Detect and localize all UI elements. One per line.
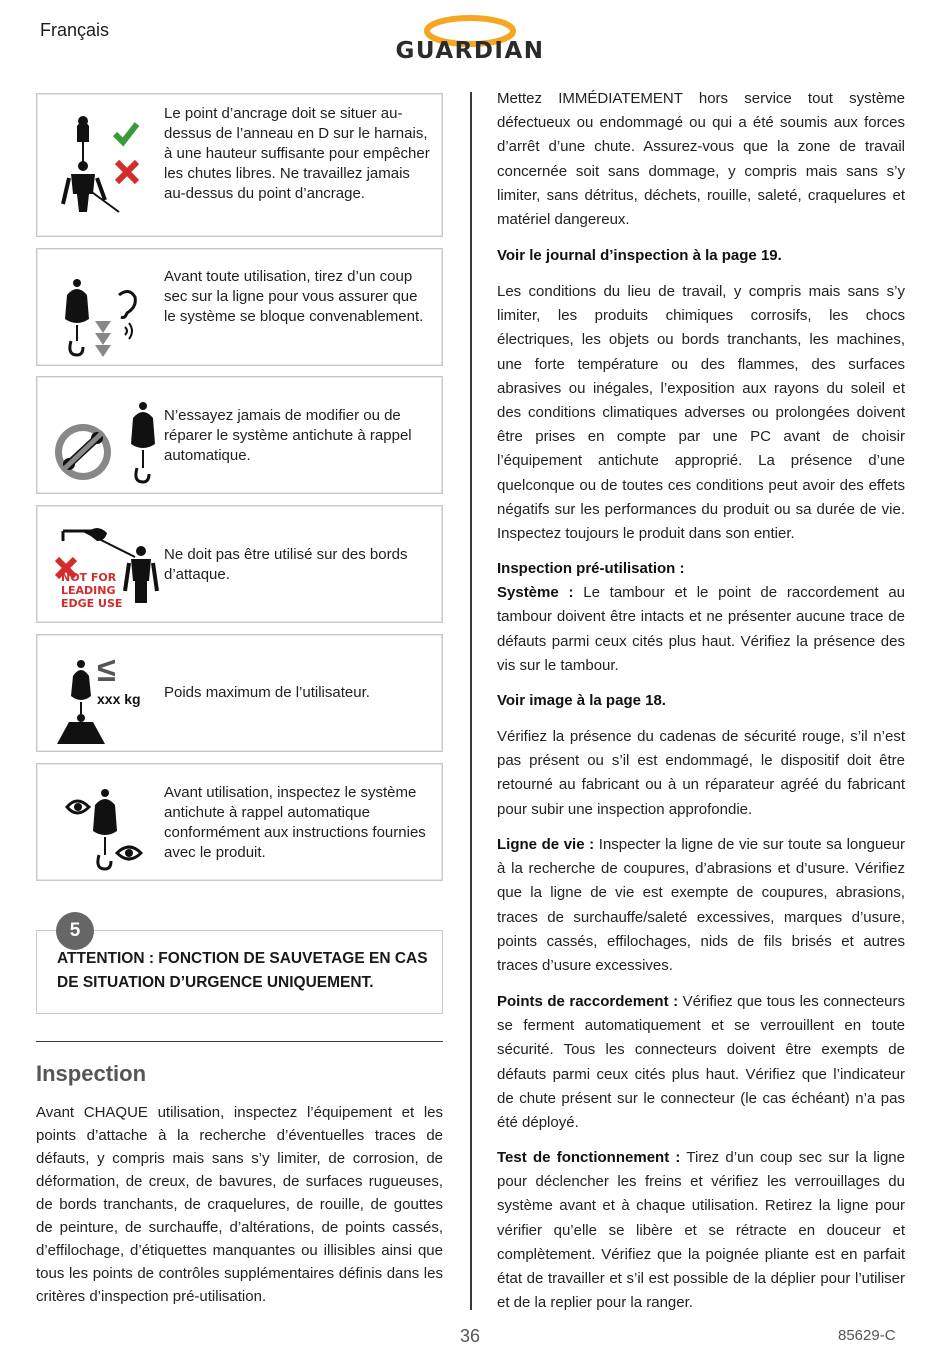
info-box-text: N’essayez jamais de modifier ou de réparer le système antichute à rappel automatique. [164,407,412,464]
guardian-logo [380,14,560,66]
page-number: 36 [460,1326,481,1346]
attention-number-badge: 5 [56,912,94,950]
column-divider [470,92,472,1310]
lifeline-label: Ligne de vie : [497,836,595,853]
info-box-no-modify [36,376,443,494]
paragraph-out-of-service [497,87,905,232]
paragraph-lifeline [497,833,905,978]
system-text: Le tambour et le point de raccordement au tambour doivent être intacts et ne présenter aucune trace de défauts parmi ceux cités plus haut. Vérifiez la présence des vis sur le tambour. [497,584,906,674]
function-test-label: Test de fonctionnement : [497,1149,681,1166]
pull-test-icon [49,259,169,379]
pre-use-inspection-section [497,557,905,678]
info-box-leading-edge [36,505,443,623]
paragraph-function-test [497,1146,905,1315]
info-box-inspect [36,763,443,881]
system-label: Système : [497,584,574,602]
info-box-text: Avant toute utilisation, tirez d’un coup sec sur la ligne pour vous assurer que le système se bloque convenablement. [164,268,424,325]
leading-edge-label: NOT FOR LEADING EDGE USE [61,571,123,610]
no-modification-icon [49,387,169,507]
paragraph-text: Les conditions du lieu de travail, y compris mais sans s’y limiter, les produits chimiques corrosifs, les chocs électriques, les objets ou bords tranchants, les machines, une forte température ou des flammes, des surfaces abrasives ou inégales, l’exposition aux rayons du soleil et des conditions climatiques adverses ou prolongées doivent être prises en compte par une PC avant de choisir l’équipement antichute approprié. La présence d’une quelconque ou de toutes ces conditions peut avoir des effets négatifs sur les performances du produit ou sa durée de vie. Inspectez toujours le produit dans son entier. [497,283,905,543]
lifeline-text: Inspecter la ligne de vie sur toute sa longueur à la recherche de coupures, d’abrasions et d’usure. Vérifiez que la ligne de vie est exempte de coupures, abrasions, traces de surchauffe/saleté excessives, marques d’usure, points cassés, effilochages, nids de fils brisés et autres traces d’usure excessives. [497,836,905,975]
attention-text: ATTENTION : FONCTION DE SAUVETAGE EN CAS DE SITUATION D’URGENCE UNIQUEMENT. [57,950,428,991]
connection-points-label: Points de raccordement : [497,993,679,1010]
inspection-title: Inspection [36,1061,147,1086]
info-box-text: Le point d’ancrage doit se situer au-dessus de l’anneau en D sur le harnais, à une hauteur suffisante pour empêcher les chutes libres. Ne travaillez jamais au-dessus du point d’ancrage. [164,105,430,202]
info-box-text: Poids maximum de l’utilisateur. [164,684,370,701]
weight-label: xxx kg [97,691,141,707]
info-box-max-weight [36,634,443,752]
section-divider [36,1041,443,1042]
brand-name: GUARDIAN [395,38,545,64]
info-box-text: Avant utilisation, inspectez le système antichute à rappel automatique conformément aux instructions fournies avec le produit. [164,784,426,861]
paragraph-connection-points [497,990,905,1135]
function-test-text: Tirez d’un coup sec sur la ligne pour déclencher les freins et vérifiez les verrouillages du système avant et à chaque utilisation. Retirez la ligne pour vérifier qu’elle se libère et se rétracte en douceur et complètement. Vérifiez que la poignée pliante est en parfait état de travailler et s’il est possible de la déplier pour l’utiliser et de la replier pour la ranger. [497,1149,905,1312]
info-box-pull-test [36,248,443,366]
anchor-above-harness-icon [49,104,169,224]
pre-use-inspection-title: Inspection pré-utilisation : [497,560,685,577]
paragraph-workplace-conditions [497,280,905,546]
reference-text: Voir image à la page 18. [497,692,666,709]
inspection-body: Avant CHAQUE utilisation, inspectez l’équipement et les points d’attache à la recherche d’éventuelles traces de défauts, y compris mais sans s’y limiter, de corrosion, de déformation, de creux, de bavures, de surfaces rugueuses, de bords tranchants, de craquelures, de rouille, de gouttes de peinture, de surchauffe, d’altérations, de points cassés, d’effilochage, d’étiquettes manquantes ou illisibles ainsi que tous les points de contrôles supplémentaires définis dans les critères d’inspection pré-utilisation. [36,1104,443,1305]
document-code: 85629-C [838,1327,896,1344]
reference-text: Voir le journal d’inspection à la page 19. [497,247,782,264]
image-reference [497,689,905,713]
paragraph-text: Mettez IMMÉDIATEMENT hors service tout système défectueux ou endommagé ou qui a été soumis aux forces d’arrêt d’une chute. Assurez-vous que la zone de travail concernée soit sans dommage, y compris mais sans s’y limiter, sans détritus, déchets, rouille, saleté, craquelures et matériel dangereux. [497,90,905,229]
info-box-anchor [36,93,443,237]
inspect-eye-icon [49,774,169,894]
paragraph-red-padlock [497,725,905,822]
info-box-text: Ne doit pas être utilisé sur des bords d’attaque. [164,546,408,583]
weight-symbol: ≤ [97,651,116,689]
paragraph-text: Vérifiez la présence du cadenas de sécurité rouge, s’il n’est pas présent ou s’il est endommagé, le dispositif doit être retourné au fabricant ou à un réparateur agréé du fabricant pour subir une inspection approfondie. [497,728,905,818]
inspection-log-reference [497,244,905,268]
connection-points-text: Vérifiez que tous les connecteurs se ferment automatiquement et se verrouillent en toute sécurité. Tous les connecteurs doivent être exempts de défauts parmi ceux cités plus haut. Vérifiez que l’indicateur de chute présent sur le connecteur (le cas échéant) n’a pas été déployé. [497,993,906,1132]
language-label: Français [40,20,110,40]
